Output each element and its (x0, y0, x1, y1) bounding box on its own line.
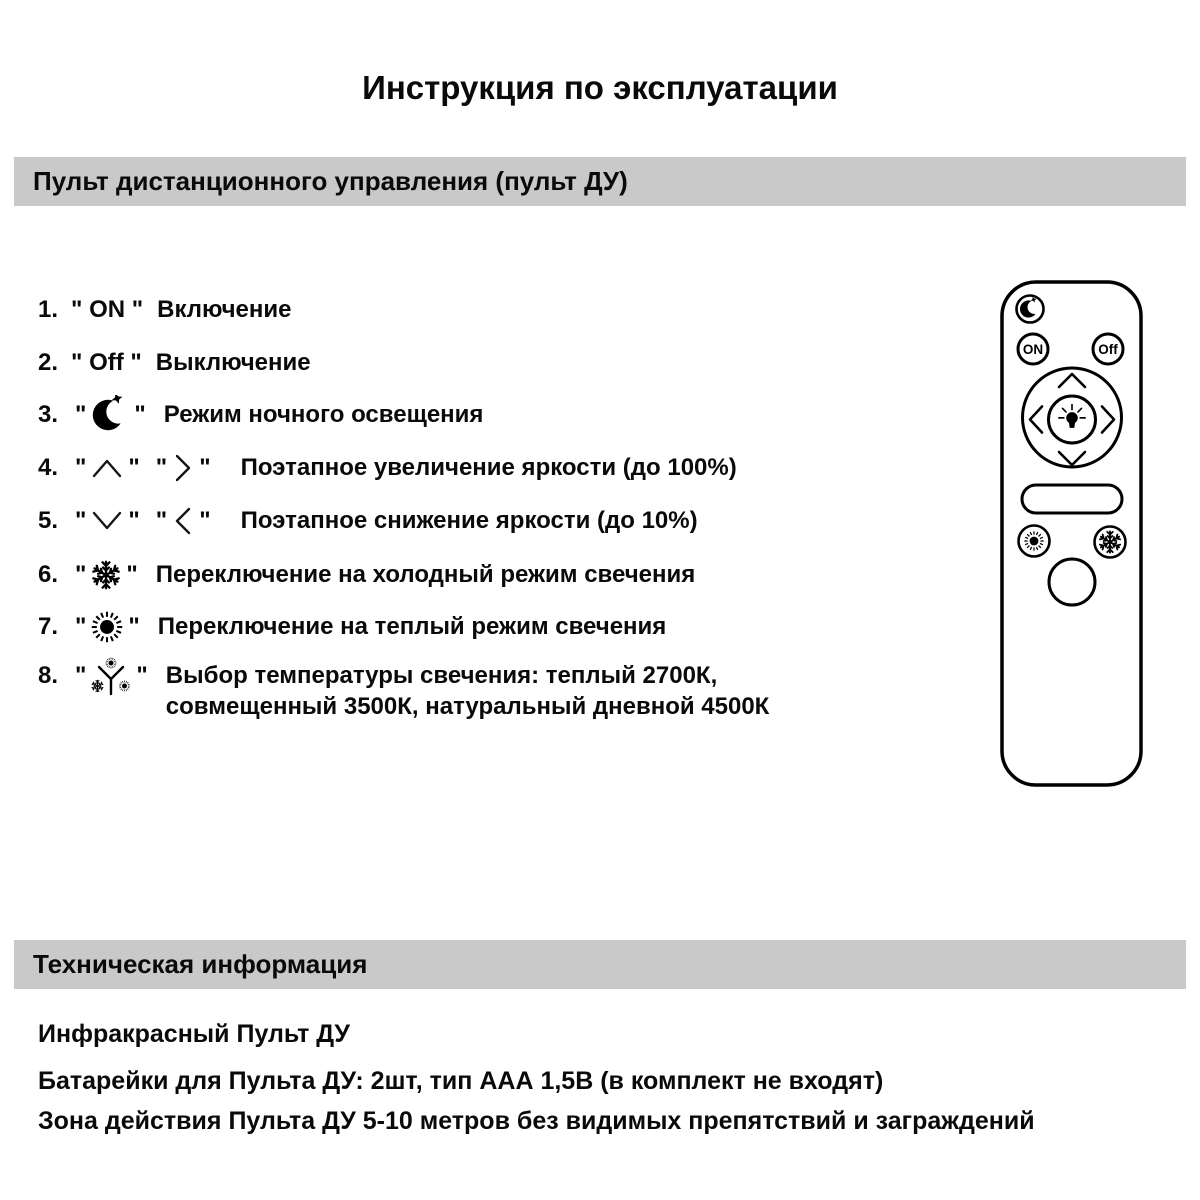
list-item-color-temperature (38, 660, 769, 722)
item-text: Режим ночного освещения (163, 401, 484, 428)
item-text: Поэтапное увеличение яркости (до 100%) (240, 454, 737, 481)
item-number: 1. (38, 296, 59, 323)
quote-mark: " (75, 507, 87, 534)
list-item-night-mode (38, 395, 483, 435)
sun-icon (90, 610, 124, 644)
chevron-left-icon (171, 505, 195, 537)
item-text: Выключение (155, 349, 311, 376)
quote-mark: " (136, 662, 148, 689)
chevron-up-icon (90, 456, 124, 480)
snowflake-icon (90, 559, 122, 591)
quote-mark: " (75, 561, 87, 588)
item-text-line2: совмещенный 3500К, натуральный дневной 4500К (165, 693, 770, 720)
color-temperature-select-icon (90, 657, 132, 699)
quote-mark: " (155, 507, 168, 534)
item-number: 3. (38, 401, 59, 428)
tech-info-line-remote-type: Инфракрасный Пульт ДУ (38, 1020, 350, 1048)
item-number: 6. (38, 561, 59, 588)
section-header-tech (14, 940, 1186, 989)
item-text-line1: Выбор температуры свечения: теплый 2700К, (165, 662, 718, 689)
tech-info-line-batteries: Батарейки для Пульта ДУ: 2шт, тип ААА 1,5В (в комплект не входят) (38, 1067, 884, 1095)
list-item-warm-mode (38, 609, 666, 645)
item-label: " ON " (71, 296, 144, 323)
item-text: Включение (157, 296, 292, 323)
chevron-down-icon (90, 509, 124, 533)
quote-mark: " (75, 613, 87, 640)
quote-mark: " (75, 454, 87, 481)
list-item-cold-mode (38, 557, 695, 593)
item-label: " Off " (71, 349, 142, 376)
item-text (166, 660, 770, 722)
quote-mark: " (126, 561, 138, 588)
page-title: Инструкция по эксплуатации (362, 69, 838, 106)
item-number: 4. (38, 454, 59, 481)
remote-control-illustration (1000, 280, 1143, 787)
quote-mark: " (128, 507, 140, 534)
item-number: 8. (38, 662, 59, 689)
quote-mark: " (199, 454, 211, 481)
list-item-brightness-up (38, 450, 737, 486)
quote-mark: " (75, 662, 87, 689)
quote-mark: " (128, 613, 140, 640)
item-text: Переключение на теплый режим свечения (157, 613, 667, 640)
remote-on-label: ON (1022, 342, 1044, 357)
item-number: 7. (38, 613, 59, 640)
quote-mark: " (134, 401, 146, 428)
quote-mark: " (155, 454, 168, 481)
remote-off-label: Off (1098, 342, 1118, 357)
remote-pill-button (1022, 485, 1122, 513)
chevron-right-icon (171, 452, 195, 484)
quote-mark: " (75, 401, 87, 428)
tech-info-line-range: Зона действия Пульта ДУ 5-10 метров без видимых препятствий и заграждений (38, 1107, 1035, 1135)
section-header-remote (14, 157, 1186, 206)
quote-mark: " (128, 454, 140, 481)
crescent-moon-icon (90, 395, 130, 435)
list-item-brightness-down (38, 503, 698, 539)
section-header-tech-label: Техническая информация (33, 949, 368, 979)
item-text: Переключение на холодный режим свечения (155, 561, 696, 588)
item-number: 2. (38, 349, 59, 376)
list-item-off (38, 345, 311, 381)
item-number: 5. (38, 507, 59, 534)
item-text: Поэтапное снижение яркости (до 10%) (240, 507, 698, 534)
quote-mark: " (199, 507, 211, 534)
list-item-on (38, 292, 291, 328)
section-header-remote-label: Пульт дистанционного управления (пульт ДУ) (33, 166, 628, 196)
sun-icon (1024, 531, 1043, 550)
